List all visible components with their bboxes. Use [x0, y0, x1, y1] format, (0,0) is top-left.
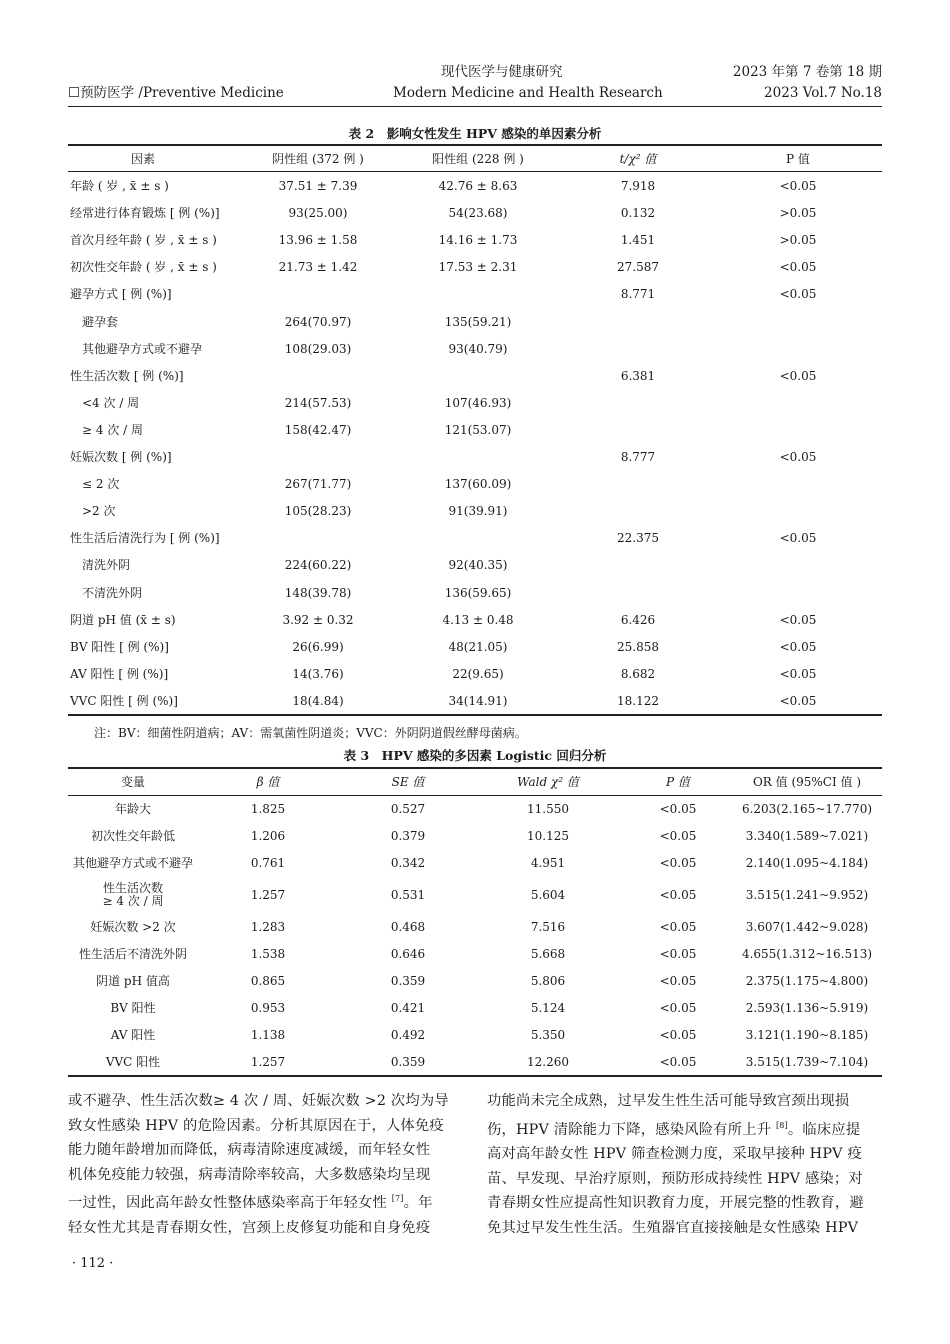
- table-cell-p: [728, 417, 868, 444]
- table-cell-neg: 93(25.00): [288, 206, 348, 221]
- table-cell-se: 0.379: [390, 829, 426, 843]
- table-cell-p: <0.05: [659, 1055, 697, 1069]
- table-cell-beta: 0.865: [250, 974, 286, 988]
- table3-col-p: P 值: [666, 775, 690, 789]
- table-cell-beta: 1.538: [250, 947, 286, 961]
- table-cell-neg: [238, 363, 398, 390]
- table-cell-var: 其他避孕方式或不避孕: [72, 856, 193, 870]
- table-row: [68, 552, 882, 579]
- citation-7[interactable]: [7]: [391, 1194, 404, 1204]
- table-cell-pos: [398, 363, 558, 390]
- table-cell-stat: 18.122: [617, 693, 659, 708]
- section-label: ☐预防医学 /Preventive Medicine: [68, 85, 284, 101]
- issue-cn: 2023 年第 7 卷第 18 期: [732, 64, 882, 80]
- table-cell-stat: [568, 580, 708, 607]
- body-left-line: 机体免疫能力较强，病毒清除率较高，大多数感染均呈现: [68, 1166, 431, 1183]
- table-cell-se: 0.531: [390, 888, 426, 902]
- table-cell-stat: 27.587: [617, 260, 659, 275]
- table-row: [68, 336, 882, 363]
- table-cell-stat: 6.426: [620, 612, 656, 627]
- table-cell-neg: 18(4.84): [292, 693, 344, 708]
- table-cell-beta: 0.953: [250, 1001, 286, 1015]
- body-left-line: 轻女性尤其是青春期女性，宫颈上皮修复功能和自身免疫: [68, 1219, 431, 1236]
- table-cell-beta: 0.761: [250, 856, 286, 870]
- table-cell-stat: 8.682: [620, 666, 656, 681]
- table-row: [68, 580, 882, 607]
- table3-header-rule: [68, 795, 882, 796]
- table-cell-wald: 7.516: [530, 920, 566, 934]
- table-cell-neg: 3.92 ± 0.32: [282, 612, 354, 627]
- table-cell-p: <0.05: [659, 888, 697, 902]
- table2: [68, 146, 882, 714]
- table-row: [68, 363, 882, 390]
- table-cell-factor: 清洗外阴: [82, 558, 131, 573]
- table-cell-wald: 12.260: [527, 1055, 569, 1069]
- table-cell-stat: 0.132: [620, 206, 656, 221]
- table-cell-neg: 214(57.53): [284, 395, 352, 410]
- journal-title-en: Modern Medicine and Health Research: [393, 85, 663, 101]
- table-row: [68, 390, 882, 417]
- table-cell-var: BV 阳性: [110, 1001, 156, 1015]
- table-cell-factor: AV 阳性 [ 例 (%)]: [70, 666, 169, 681]
- table-cell-factor: 性生活后清洗行为 [ 例 (%)]: [70, 531, 220, 546]
- table-cell-wald: 4.951: [530, 856, 566, 870]
- table-cell-neg: [238, 525, 398, 552]
- table-row: [68, 607, 882, 634]
- table-cell-neg: 26(6.99): [292, 639, 344, 654]
- table-cell-factor: 避孕方式 [ 例 (%)]: [70, 287, 172, 302]
- table-cell-p: >0.05: [779, 206, 817, 221]
- table-cell-var: AV 阳性: [110, 1028, 156, 1042]
- table-cell-neg: 224(60.22): [284, 558, 352, 573]
- table-row: [68, 471, 882, 498]
- table-cell-factor: VVC 阳性 [ 例 (%)]: [70, 693, 178, 708]
- table-row: [68, 850, 882, 877]
- table-row: [68, 417, 882, 444]
- table-cell-p: [728, 498, 868, 525]
- body-left-line: 或不避孕、性生活次数≥ 4 次 / 周、妊娠次数 >2 次均为导: [68, 1093, 449, 1109]
- table-cell-var: 阴道 pH 值高: [96, 974, 170, 988]
- table-cell-neg: 14(3.76): [292, 666, 344, 681]
- journal-title-cn: 现代医学与健康研究: [441, 64, 563, 80]
- table-cell-stat: 25.858: [617, 639, 659, 654]
- table-cell-factor: 阴道 pH 值 (x̄ ± s): [70, 612, 176, 627]
- body-right-line: 青春期女性应提高性知识教育力度，开展完整的性教育，避: [487, 1195, 864, 1212]
- issue-en: 2023 Vol.7 No.18: [764, 85, 882, 101]
- table-cell-p: [728, 471, 868, 498]
- table-cell-p: <0.05: [779, 693, 817, 708]
- table2-note: 注：BV：细菌性阴道病；AV：需氧菌性阴道炎；VVC：外阴阴道假丝酵母菌病。: [94, 726, 527, 740]
- table-cell-factor: 首次月经年龄 ( 岁 , x̄ ± s ): [70, 233, 217, 248]
- table-cell-neg: 267(71.77): [284, 477, 352, 492]
- table-row: [68, 877, 882, 914]
- table-cell-stat: 1.451: [620, 233, 656, 248]
- table-cell-factor: 其他避孕方式或不避孕: [82, 341, 203, 356]
- table-cell-beta: 1.283: [250, 920, 286, 934]
- table-cell-var-line: ≥ 4 次 / 周: [102, 894, 164, 908]
- body-right-line: 免其过早发生性生活。生殖器官直接接触是女性感染 HPV: [487, 1219, 859, 1236]
- table-cell-beta: 1.257: [250, 1055, 286, 1069]
- table2-bottom-rule: [68, 714, 882, 716]
- table-cell-p: [728, 580, 868, 607]
- table-row: [68, 661, 882, 688]
- table-cell-or: 2.593(1.136~5.919): [745, 1001, 869, 1015]
- table-cell-stat: 22.375: [617, 531, 659, 546]
- body-left-line: 一过性，因此高年龄女性整体感染率高于年轻女性 [7]。年: [68, 1194, 433, 1212]
- table-cell-neg: [238, 444, 398, 471]
- table-cell-wald: 5.124: [530, 1001, 566, 1015]
- table-cell-p: <0.05: [659, 1028, 697, 1042]
- table-row: [68, 796, 882, 823]
- table-cell-wald: 11.550: [527, 802, 569, 816]
- table-cell-pos: 107(46.93): [444, 395, 512, 410]
- table-cell-beta: 1.257: [250, 888, 286, 902]
- body-left-line: 致女性感染 HPV 的危险因素。分析其原因在于，人体免疫: [68, 1117, 444, 1134]
- table-cell-se: 0.468: [390, 920, 426, 934]
- table-row: [68, 995, 882, 1022]
- table-cell-stat: 8.777: [620, 450, 656, 464]
- header-rule: [68, 106, 882, 107]
- table-cell-p: <0.05: [659, 829, 697, 843]
- table2-header-rule: [68, 171, 882, 172]
- table-cell-pos: 48(21.05): [448, 639, 508, 654]
- table-cell-or: 3.607(1.442~9.028): [745, 920, 869, 934]
- table-cell-pos: 17.53 ± 2.31: [438, 260, 518, 275]
- table-cell-stat: [568, 336, 708, 363]
- table3-col-var: 变量: [120, 775, 145, 789]
- table-cell-stat: [568, 417, 708, 444]
- page-number: · 112 ·: [72, 1256, 114, 1271]
- table-cell-var: 性生活后不清洗外阴: [78, 947, 187, 961]
- table-cell-pos: 137(60.09): [444, 477, 512, 492]
- table-cell-factor: <4 次 / 周: [82, 395, 140, 410]
- table-cell-var: [68, 877, 198, 914]
- table-cell-wald: 5.668: [530, 947, 566, 961]
- table-cell-neg: 108(29.03): [284, 341, 352, 356]
- table3-col-wald: Wald χ² 值: [517, 775, 579, 789]
- body-right-column: [487, 1089, 885, 1240]
- table-cell-factor: 经常进行体育锻炼 [ 例 (%)]: [70, 206, 220, 221]
- table-row: [68, 941, 882, 968]
- table-cell-or: 3.340(1.589~7.021): [745, 829, 869, 843]
- table-cell-beta: 1.138: [250, 1028, 286, 1042]
- table-cell-factor: ≤ 2 次: [82, 477, 120, 492]
- table-row: [68, 634, 882, 661]
- table-cell-pos: [398, 525, 558, 552]
- table-row: [68, 914, 882, 941]
- table-row: [68, 1022, 882, 1049]
- table3-header-row: [68, 769, 882, 796]
- table-cell-stat: 8.771: [620, 287, 656, 302]
- table-cell-var: 初次性交年龄低: [90, 829, 175, 843]
- table3-col-or: OR 值 (95%CI 值 ): [752, 775, 862, 789]
- table-cell-wald: 10.125: [527, 829, 569, 843]
- table-cell-neg: 21.73 ± 1.42: [278, 260, 358, 275]
- table-cell-se: 0.646: [390, 947, 426, 961]
- table-cell-pos: [398, 444, 558, 471]
- table-cell-pos: 91(39.91): [448, 504, 508, 519]
- table-cell-p: <0.05: [659, 920, 697, 934]
- table-cell-p: <0.05: [659, 1001, 697, 1015]
- table-cell-p: <0.05: [779, 260, 817, 275]
- table-row: [68, 823, 882, 850]
- table-cell-p: <0.05: [659, 974, 697, 988]
- table-cell-pos: 136(59.65): [444, 585, 512, 600]
- table-row: [68, 281, 882, 308]
- table-row: [68, 498, 882, 525]
- table-cell-factor: 不清洗外阴: [82, 585, 143, 600]
- table-cell-se: 0.359: [390, 1055, 426, 1069]
- table-cell-factor: 避孕套: [82, 314, 119, 329]
- table-cell-se: 0.359: [390, 974, 426, 988]
- body-right-line: 苗、早发现、早治疗原则，预防形成持续性 HPV 感染；对: [487, 1170, 863, 1187]
- table-cell-p: <0.05: [779, 368, 817, 383]
- body-right-line: 伤，HPV 清除能力下降，感染风险有所上升 [8]。临床应提: [487, 1120, 861, 1138]
- table2-col-negative: 阴性组 (372 例 ): [272, 152, 364, 166]
- table3: [68, 769, 882, 1079]
- table3-col-se: SE 值: [391, 775, 425, 789]
- table2-col-positive: 阳性组 (228 例 ): [432, 152, 524, 166]
- table-cell-p: <0.05: [779, 179, 817, 193]
- table-cell-stat: [568, 552, 708, 579]
- table-cell-pos: 14.16 ± 1.73: [438, 233, 518, 248]
- table-cell-neg: 148(39.78): [284, 585, 352, 600]
- table-cell-p: <0.05: [779, 666, 817, 681]
- table-cell-factor: 性生活次数 [ 例 (%)]: [70, 368, 184, 383]
- table-cell-pos: 93(40.79): [448, 341, 508, 356]
- table-cell-wald: 5.806: [530, 974, 566, 988]
- table-row: [68, 688, 882, 715]
- table-row: [68, 200, 882, 227]
- table-row: [68, 968, 882, 995]
- table-cell-p: [728, 552, 868, 579]
- table-cell-pos: [398, 281, 558, 308]
- table-cell-or: 3.515(1.739~7.104): [745, 1055, 869, 1069]
- table-cell-p: <0.05: [779, 612, 817, 627]
- citation-8[interactable]: [8]: [775, 1120, 788, 1130]
- table-cell-p: <0.05: [779, 450, 817, 464]
- table-cell-factor: 年龄 ( 岁 , x̄ ± s ): [70, 179, 169, 193]
- table-cell-stat: [568, 498, 708, 525]
- table-row: [68, 173, 882, 200]
- table-row: [68, 254, 882, 281]
- table-cell-or: 3.121(1.190~8.185): [745, 1028, 869, 1042]
- table-cell-se: 0.492: [390, 1028, 426, 1042]
- table-cell-or: 4.655(1.312~16.513): [741, 947, 873, 961]
- table-cell-factor: 初次性交年龄 ( 岁 , x̄ ± s ): [70, 260, 217, 275]
- table-cell-factor: ≥ 4 次 / 周: [82, 422, 143, 437]
- table2-header-row: [68, 146, 882, 173]
- table-cell-se: 0.342: [390, 856, 426, 870]
- body-right-line: 功能尚未完全成熟，过早发生性生活可能导致宫颈出现损: [487, 1093, 850, 1109]
- table-cell-p: <0.05: [779, 531, 817, 546]
- table-cell-var: 年龄大: [114, 802, 151, 816]
- table2-col-factor: 因素: [130, 152, 155, 166]
- table-cell-pos: 4.13 ± 0.48: [442, 612, 514, 627]
- table3-caption: 表 3 HPV 感染的多因素 Logistic 回归分析: [343, 748, 607, 763]
- table-row: [68, 227, 882, 254]
- table2-col-stat: t/χ² 值: [619, 152, 657, 166]
- table-cell-beta: 1.825: [250, 802, 286, 816]
- table-cell-stat: 6.381: [620, 368, 656, 383]
- table-cell-stat: [568, 390, 708, 417]
- table-cell-neg: 158(42.47): [284, 422, 352, 437]
- table-cell-var-line: 性生活次数: [102, 881, 163, 895]
- table-row: [68, 309, 882, 336]
- table-cell-neg: 13.96 ± 1.58: [278, 233, 358, 248]
- table-cell-neg: [238, 281, 398, 308]
- table-cell-p: [728, 390, 868, 417]
- table-cell-p: >0.05: [779, 233, 817, 248]
- table-cell-pos: 34(14.91): [448, 693, 508, 708]
- table-cell-wald: 5.350: [530, 1028, 566, 1042]
- table2-col-p: P 值: [786, 152, 810, 166]
- table-cell-pos: 22(9.65): [452, 666, 504, 681]
- table-cell-beta: 1.206: [250, 829, 286, 843]
- table-row: [68, 1049, 882, 1076]
- table-row: [68, 525, 882, 552]
- table-cell-factor: BV 阳性 [ 例 (%)]: [70, 639, 169, 654]
- table-cell-factor: 妊娠次数 [ 例 (%)]: [70, 450, 172, 464]
- table-cell-stat: [568, 471, 708, 498]
- table-cell-stat: [568, 309, 708, 336]
- table-cell-or: 6.203(2.165~17.770): [741, 802, 873, 816]
- table2-caption: 表 2 影响女性发生 HPV 感染的单因素分析: [348, 126, 602, 141]
- table-cell-se: 0.527: [390, 802, 426, 816]
- table-cell-neg: 264(70.97): [284, 314, 352, 329]
- table-cell-neg: 37.51 ± 7.39: [278, 179, 358, 193]
- table-cell-p: [728, 336, 868, 363]
- table-cell-pos: 121(53.07): [444, 422, 512, 437]
- table-cell-pos: 42.76 ± 8.63: [438, 179, 518, 193]
- table-cell-pos: 135(59.21): [444, 314, 512, 329]
- table-cell-se: 0.421: [390, 1001, 426, 1015]
- table3-bottom-rule: [68, 1075, 882, 1077]
- table-cell-var: 妊娠次数 >2 次: [90, 920, 176, 934]
- table-cell-neg: 105(28.23): [284, 504, 352, 519]
- table-cell-p: <0.05: [659, 802, 697, 816]
- table-cell-or: 3.515(1.241~9.952): [745, 888, 869, 902]
- body-right-line: 高对高年龄女性 HPV 筛查检测力度，采取早接种 HPV 疫: [487, 1145, 862, 1162]
- table-cell-p: <0.05: [659, 947, 697, 961]
- body-left-column: [68, 1089, 466, 1240]
- table-cell-or: 2.375(1.175~4.800): [745, 974, 869, 988]
- table-cell-pos: 92(40.35): [448, 558, 508, 573]
- table-cell-pos: 54(23.68): [448, 206, 508, 221]
- table-cell-p: <0.05: [779, 639, 817, 654]
- table-cell-p: <0.05: [779, 287, 817, 302]
- table-cell-factor: >2 次: [82, 504, 116, 519]
- body-left-line: 能力随年龄增加而降低，病毒清除速度减缓，而年轻女性: [68, 1142, 431, 1159]
- table3-col-beta: β 值: [256, 775, 280, 789]
- table-cell-var: VVC 阳性: [105, 1055, 161, 1069]
- table-cell-p: [728, 309, 868, 336]
- table-cell-stat: 7.918: [620, 179, 656, 193]
- table-row: [68, 444, 882, 471]
- table-cell-wald: 5.604: [530, 888, 566, 902]
- table-cell-p: <0.05: [659, 856, 697, 870]
- table-cell-or: 2.140(1.095~4.184): [745, 856, 869, 870]
